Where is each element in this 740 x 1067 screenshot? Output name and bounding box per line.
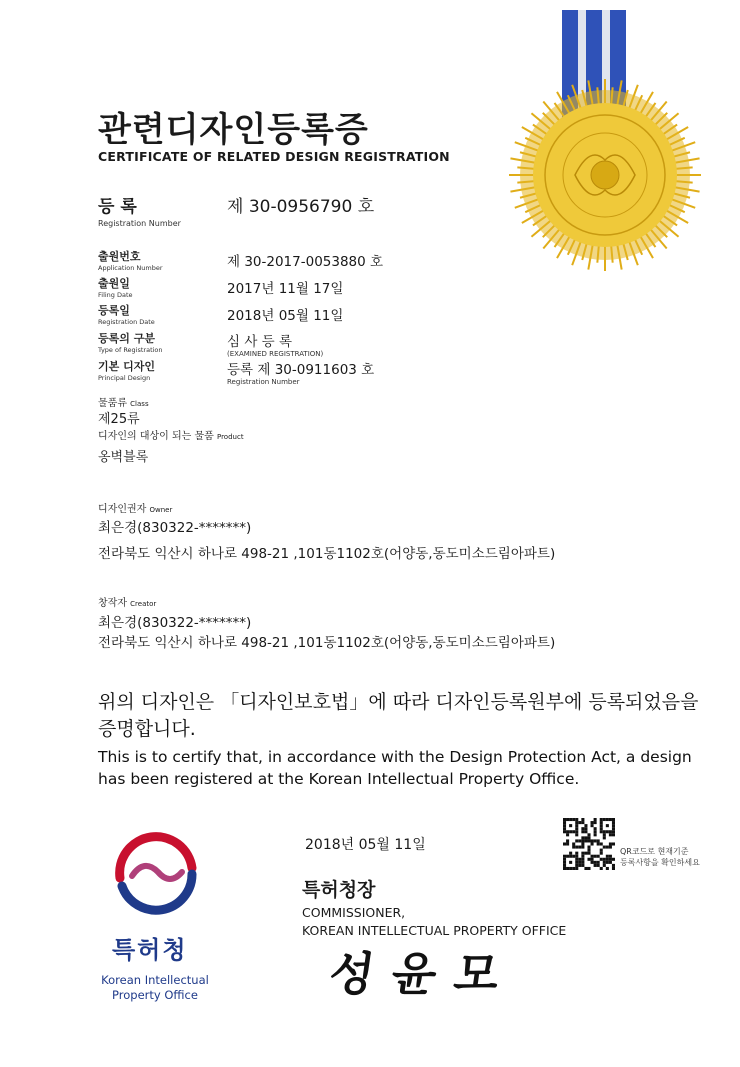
- kipo-logo-icon: [108, 828, 204, 924]
- detail-label-en: Principal Design: [98, 374, 151, 382]
- application-number: 제 30-2017-0053880 호: [227, 254, 384, 270]
- detail-label-ko: 기본 디자인: [98, 360, 155, 373]
- detail-label-en: Type of Registration: [98, 346, 163, 354]
- product-label-ko: 디자인의 대상이 되는 물품: [98, 431, 214, 442]
- creator-address: 전라북도 익산시 하나로 498-21 ,101동1102호(어양동,동도미소드림아파트): [98, 635, 556, 651]
- detail-label-principal-design: [98, 358, 155, 382]
- detail-label-ko: 등록일: [98, 304, 130, 317]
- registration-type-en: (EXAMINED REGISTRATION): [227, 350, 324, 358]
- commissioner-en-line1: COMMISSIONER,: [302, 905, 406, 920]
- principal-design-value: 등록 제 30-0911603 호: [227, 362, 375, 378]
- creator-name: 최은경(830322-*******): [98, 615, 252, 631]
- registration-label: [98, 192, 181, 228]
- creator-label-ko: 창작자: [98, 598, 127, 609]
- product-label-en: Product: [216, 433, 244, 441]
- statement-en-line2: has been registered at the Korean Intellectual Property Office.: [98, 770, 580, 788]
- product-value: 옹벽블록: [98, 450, 149, 465]
- logo-name-en-line1: Korean Intellectual: [101, 973, 209, 987]
- class-value: 제25류: [98, 412, 140, 427]
- owner-label-en: Owner: [149, 506, 173, 514]
- filing-date: 2017년 11월 17일: [227, 281, 344, 297]
- registration-label-en: Registration Number: [98, 219, 181, 228]
- owner-label-ko: 디자인권자: [98, 504, 147, 515]
- certificate-title: 관련디자인등록증: [98, 110, 369, 150]
- creator-label: [98, 594, 156, 609]
- statement-en-line1: This is to certify that, in accordance with the Design Protection Act, a design: [98, 748, 692, 766]
- detail-label-ko: 출원일: [98, 277, 130, 290]
- gold-seal-icon: [500, 10, 720, 280]
- detail-label-en: Application Number: [98, 264, 163, 272]
- registration-label-ko: 등 록: [98, 197, 137, 217]
- qr-note-line2: 등록사항을 확인하세요: [620, 858, 700, 867]
- principal-design: [227, 358, 374, 386]
- owner-address: 전라북도 익산시 하나로 498-21 ,101동1102호(어양동,동도미소드림아파트): [98, 546, 556, 562]
- detail-label-ko: 등록의 구분: [98, 332, 155, 345]
- detail-label-en: Registration Date: [98, 318, 155, 326]
- certificate-subtitle: CERTIFICATE OF RELATED DESIGN REGISTRATION: [98, 149, 450, 164]
- issue-date: 2018년 05월 11일: [305, 837, 426, 853]
- registration-date: 2018년 05월 11일: [227, 308, 344, 324]
- registration-type-value: 심 사 등 록: [227, 334, 293, 350]
- owner-label: [98, 500, 172, 515]
- registration-type: [227, 330, 323, 358]
- class-label-ko: 물품류: [98, 398, 127, 409]
- detail-label-filing-date: [98, 275, 133, 299]
- product-label: [98, 427, 244, 442]
- commissioner-en-line2: KOREAN INTELLECTUAL PROPERTY OFFICE: [302, 923, 567, 938]
- statement-ko-line2: 증명합니다.: [98, 718, 196, 740]
- detail-label-application: [98, 248, 163, 272]
- class-label-en: Class: [130, 400, 149, 408]
- owner-name: 최은경(830322-*******): [98, 520, 252, 536]
- logo-name-en: [94, 973, 216, 1003]
- detail-label-ko: 출원번호: [98, 250, 141, 263]
- commissioner-ko: 특허청장: [302, 879, 376, 901]
- creator-label-en: Creator: [130, 600, 157, 608]
- logo-name-en-line2: Property Office: [112, 988, 198, 1002]
- detail-label-en: Filing Date: [98, 291, 133, 299]
- registration-number: 제 30-0956790 호: [227, 197, 375, 217]
- logo-name-ko: 특허청: [112, 936, 188, 964]
- qr-note-line1: QR코드로 현재기준: [620, 847, 689, 856]
- detail-label-registration-type: [98, 330, 163, 354]
- class-label: [98, 394, 149, 409]
- statement-ko-line1: 위의 디자인은 「디자인보호법」에 따라 디자인등록원부에 등록되었음을: [98, 691, 699, 713]
- principal-design-sub: Registration Number: [227, 378, 300, 386]
- qr-code-icon[interactable]: [563, 818, 615, 870]
- qr-note: [620, 846, 700, 868]
- detail-label-registration-date: [98, 302, 155, 326]
- commissioner-signature: 성윤모: [325, 947, 521, 1001]
